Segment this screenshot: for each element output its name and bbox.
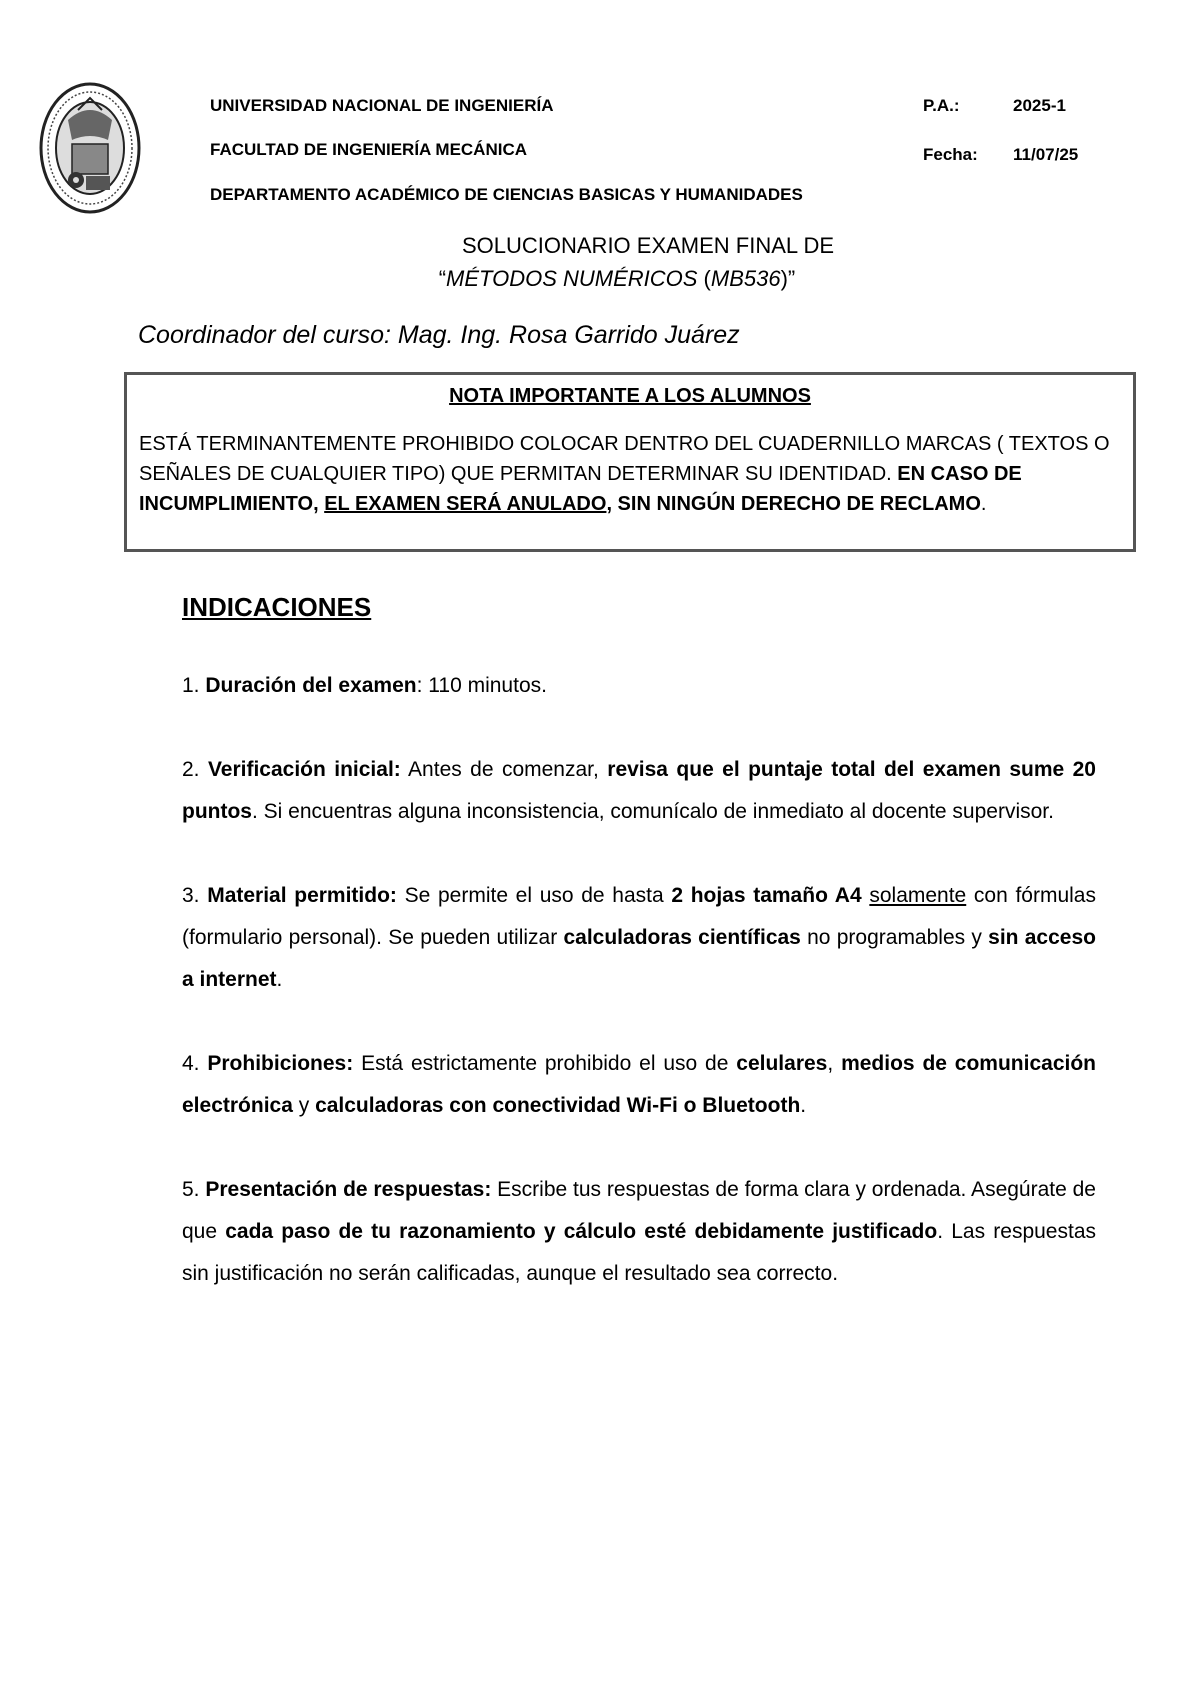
item-number: 3. [182, 884, 208, 907]
item-text: Escribe tus respuestas de forma clara y ordenada. Asegúrate de que [182, 1178, 1096, 1243]
item-text: Está estrictamente prohibido el uso de [353, 1052, 737, 1075]
department-name: DEPARTAMENTO ACADÉMICO DE CIENCIAS BASICAS Y HUMANIDADES [210, 185, 803, 204]
indication-item-duration [182, 665, 1096, 707]
item-bold-text: calculadoras con conectividad Wi-Fi o Bluetooth [315, 1094, 801, 1117]
item-bold-text: medios de comunicación electrónica [182, 1052, 1097, 1117]
item-bold-text: cada paso de tu razonamiento y cálculo esté debidamente justificado [225, 1220, 938, 1243]
item-underlined-text: solamente [869, 884, 967, 907]
notice-title: NOTA IMPORTANTE A LOS ALUMNOS [449, 385, 811, 407]
item-text: Se permite el uso de hasta [396, 884, 672, 907]
item-text: . Si encuentras alguna inconsistencia, comunícalo de inmediato al docente supervisor. [251, 800, 1054, 823]
fecha-label: Fecha: [923, 145, 978, 164]
notice-text: ESTÁ TERMINANTEMENTE PROHIBIDO COLOCAR DENTRO DEL CUADERNILLO MARCAS ( TEXTOS O SEÑALES DE CUALQUIER TIPO) QUE PERMITAN DETERMINAR SU IDENTIDAD. [139, 433, 1110, 485]
fecha-value: 11/07/25 [1013, 145, 1079, 164]
item-label: Prohibiciones: [207, 1052, 354, 1075]
item-number: 1. [182, 674, 206, 697]
indication-item-prohibitions [182, 1043, 1096, 1127]
item-number: 4. [182, 1052, 208, 1075]
notice-body [139, 429, 1121, 519]
indication-item-verification [182, 749, 1096, 833]
course-title [0, 266, 1200, 292]
item-number: 2. [182, 758, 208, 781]
item-label: Material permitido: [207, 884, 397, 907]
notice-warning-end: . [980, 493, 987, 515]
item-label: Presentación de respuestas: [205, 1178, 492, 1201]
university-name: UNIVERSIDAD NACIONAL DE INGENIERÍA [210, 96, 554, 115]
pa-label: P.A.: [923, 96, 960, 115]
item-bold-text: 2 hojas tamaño A4 [671, 884, 862, 907]
notice-warning-3: , SIN NINGÚN DERECHO DE RECLAMO [606, 493, 981, 515]
course-code-open: ( [697, 266, 711, 291]
exam-title: SOLUCIONARIO EXAMEN FINAL DE [461, 233, 835, 258]
item-bold-text: revisa que el puntaje total del examen sume 20 puntos [182, 758, 1096, 823]
open-quote: “ [438, 266, 447, 291]
item-text: y [292, 1094, 316, 1117]
indications-heading: INDICACIONES [182, 592, 372, 622]
item-text: con fórmulas (formulario personal). Se pueden utilizar [182, 884, 1096, 949]
course-code-close: )” [780, 266, 796, 291]
indications-list [182, 665, 1096, 1337]
pa-value: 2025-1 [1013, 96, 1066, 115]
item-bold-text: celulares [736, 1052, 828, 1075]
notice-warning-annulled: EL EXAMEN SERÁ ANULADO [324, 493, 607, 515]
indication-item-presentation [182, 1169, 1096, 1295]
notice-warning-1: EN CASO DE INCUMPLIMIENTO, [139, 463, 1022, 515]
item-text: Antes de comenzar, [400, 758, 608, 781]
course-coordinator: Coordinador del curso: Mag. Ing. Rosa Garrido Juárez [138, 321, 740, 349]
course-name: MÉTODOS NUMÉRICOS [446, 266, 698, 291]
indication-item-material [182, 875, 1096, 1001]
item-text: , [827, 1052, 842, 1075]
item-text: : 110 minutos. [416, 674, 547, 697]
item-number: 5. [182, 1178, 206, 1201]
item-text: . [276, 968, 283, 991]
item-bold-text: sin acceso a internet [182, 926, 1096, 991]
university-seal-logo [38, 80, 142, 216]
faculty-name: FACULTAD DE INGENIERÍA MECÁNICA [210, 140, 528, 159]
item-text: . [800, 1094, 807, 1117]
item-text: . Las respuestas sin justificación no serán calificadas, aunque el resultado sea correcto. [182, 1220, 1096, 1285]
course-code: MB536 [710, 266, 781, 291]
item-text: no programables y [800, 926, 989, 949]
item-label: Verificación inicial: [207, 758, 401, 781]
important-notice-box [124, 372, 1136, 552]
item-label: Duración del examen [205, 674, 417, 697]
item-bold-text: calculadoras científicas [563, 926, 801, 949]
